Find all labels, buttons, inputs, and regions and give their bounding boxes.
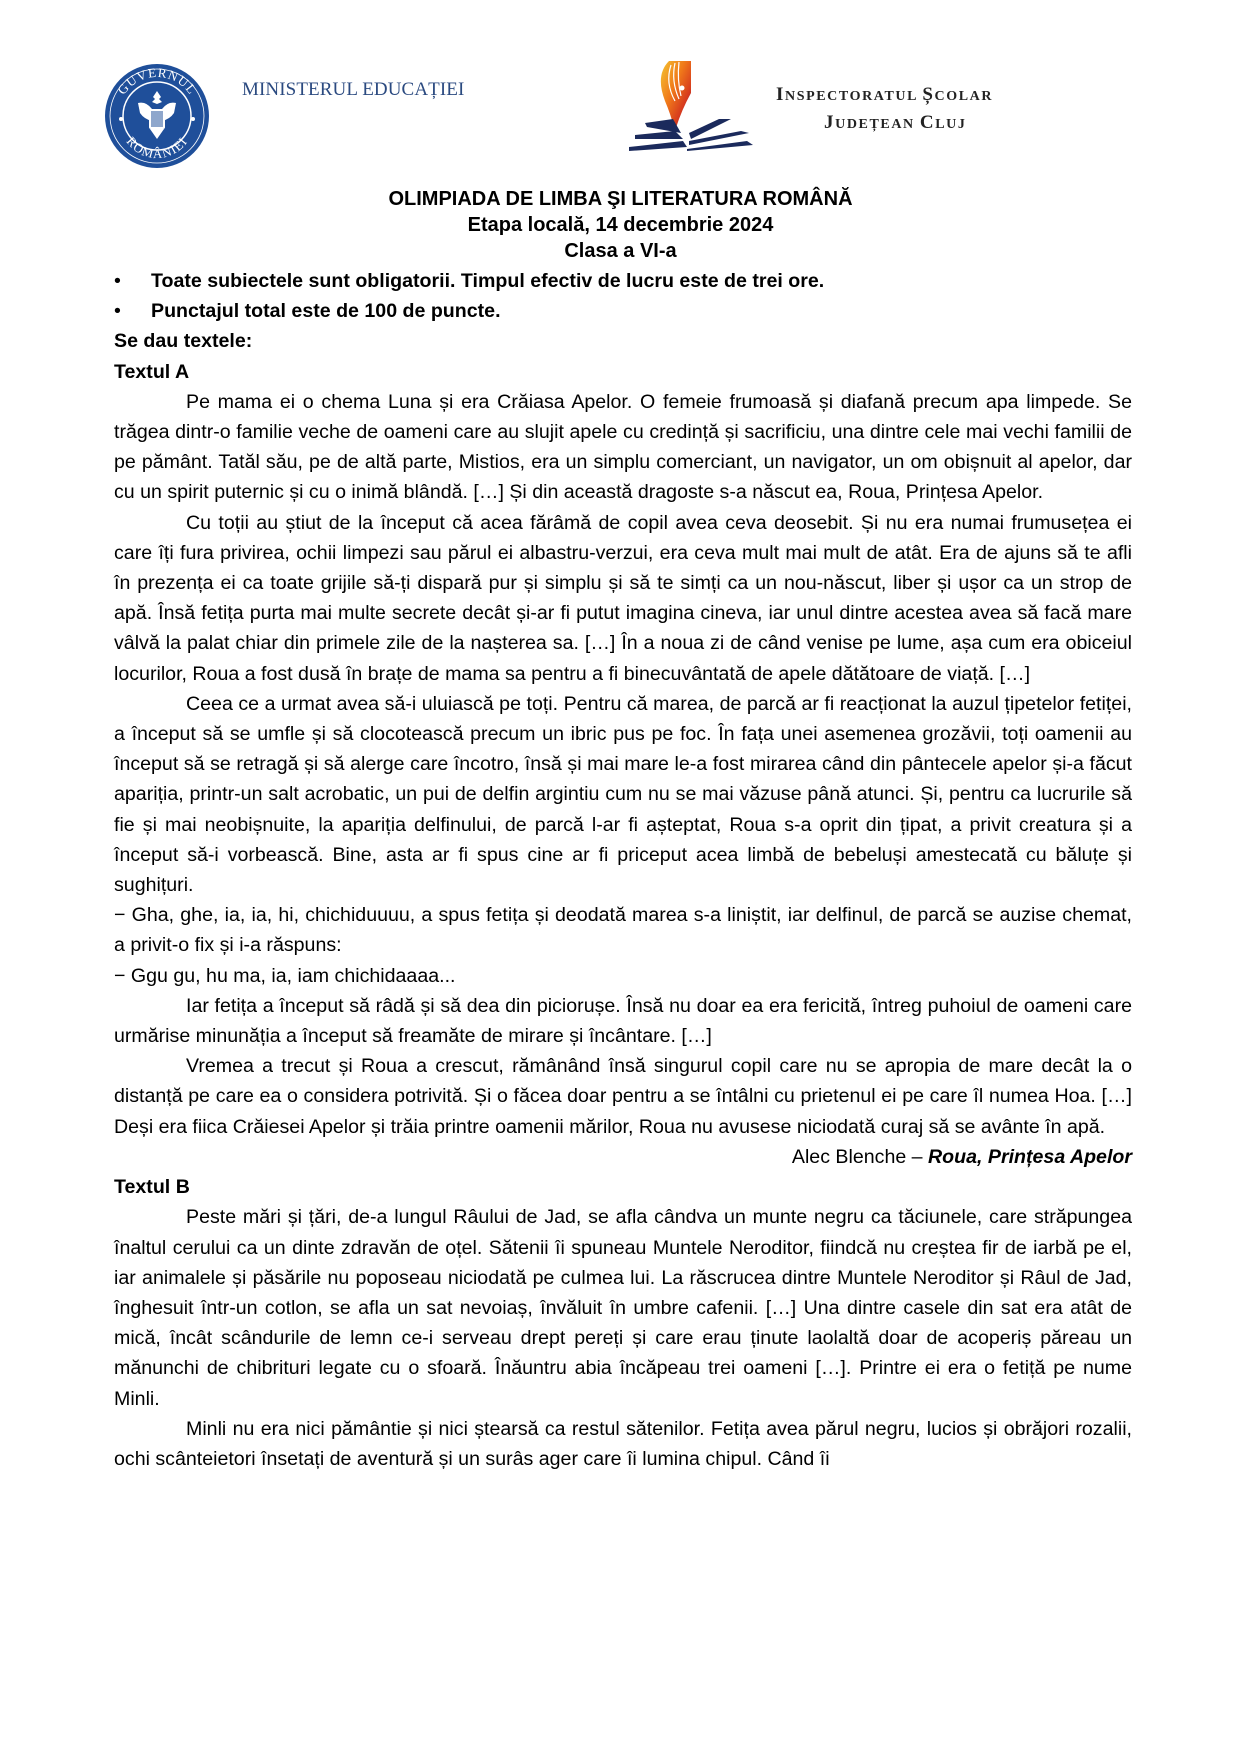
- document-title-block: [0, 186, 1241, 264]
- school-inspectorate-logo-icon: [625, 55, 755, 155]
- intro-label: Se dau textele:: [114, 330, 253, 353]
- document-body: [114, 266, 1132, 1474]
- text-a-paragraph: Iar fetița a început să râdă și să dea din piciorușe. Însă nu doar ea era fericită, întreg puhoiul de oameni care urmărise minunăția a început să freamăte de mirare și încântare. […]: [114, 994, 1132, 1048]
- text-a-paragraph: Pe mama ei o chema Luna și era Crăiasa Apelor. O femeie frumoasă și diafană precum apa limpede. Se trăgea dintr-o familie veche de oameni care au slujit apele cu credință și sacrificiu, una dintre cele mai vechi familii de pe pământ. Tatăl său, pe de altă parte, Mistios, era un simplu comerciant, un navigator, un om obișnuit al apelor, dar cu un spirit puternic și cu o inimă blândă. […] Și din această dragoste s-a născut ea, Roua, Prințesa Apelor.: [114, 390, 1132, 504]
- text-a-dialog-line: − Ggu gu, hu ma, ia, iam chichidaaaa...: [114, 964, 456, 987]
- text-a-heading: Textul A: [114, 360, 190, 383]
- work-title: Roua, Prințesa Apelor: [928, 1145, 1132, 1168]
- text-a-paragraph: Vremea a trecut și Roua a crescut, rămânând însă singurul copil care nu se apropia de mare decât la o distanță pe care ea o considera potrivită. Și o făcea doar pentru a se întâlni cu prietenul ei pe care îl numea Hoa. […] Deși era fiica Crăiesei Apelor și trăia printre oamenii mărilor, Roua nu avusese niciodată curaj să se avânte în apă.: [114, 1055, 1132, 1138]
- text-b-paragraph: Peste mări și țări, de-a lungul Râului de Jad, se afla cândva un munte negru ca tăciunele, care străpungea înaltul cerului ca un dinte zdravăn de oțel. Sătenii îi spuneau Muntele Neroditor, fiindcă nu creștea fir de iarbă pe el, iar animalele și păsările nu poposeau niciodată pe culmea lui. La răscrucea dintre Muntele Neroditor și Râul de Jad, înghesuit într-un cotlon, se afla un sat nevoiaș, învăluit în umbre cafenii. […] Una dintre casele din sat era atât de mică, încât scândurile de lemn ce-i serveau drept pereți și care erau ținute laolaltă doar de acoperiș păreau un mănunchi de chibrituri legate cu o sfoară. Înăuntru abia încăpeau trei oameni […]. Printre ei era o fetiță pe nume Minli.: [114, 1206, 1132, 1410]
- svg-text:ROMÂNIEI: ROMÂNIEI: [123, 133, 191, 162]
- instructions-list: [114, 266, 1132, 326]
- text-a-attribution: [114, 1142, 1132, 1172]
- instruction-item: • Punctajul total este de 100 de puncte.: [114, 296, 1132, 326]
- stage-date: Etapa locală, 14 decembrie 2024: [467, 214, 774, 236]
- text-b-paragraph: Minli nu era nici pământie și nici ștearsă ca restul sătenilor. Fetița avea părul negru, lucios și obrăjori rozalii, ochi scânteietori însetați de aventură și un surâs ager care îi lumina chipul. Când îi: [114, 1417, 1132, 1470]
- text-a-dialog-line: − Gha, ghe, ia, ia, hi, chichiduuuu, a spus fetița și deodată marea s-a liniștit, iar delfinul, de parcă se auzise chemat, a privit-o fix și i-a răspuns:: [114, 904, 1132, 957]
- text-a-paragraph: Cu toții au știut de la început că acea fărâmă de copil avea ceva deosebit. Și nu era numai frumusețea ei care îți fura privirea, ochii limpezi sau părul ei albastru-verzui, era ceva mult mai mult de atât. Era de ajuns să te afli în prezența ei ca toate grijile să-ți dispară pur și simplu și să te simți ca un nou-născut, liber și ușor ca un strop de apă. Însă fetița purta mai multe secrete decât și-ar fi putut imagina cineva, iar unul dintre acestea avea să facă mare vâlvă la palat chiar din primele zile de la nașterea sa. […] În a noua zi de când venise pe lume, așa cum era obiceiul locurilor, Roua a fost dusă în brațe de mama sa pentru a fi binecuvântată de apele dătătoare de viață. […]: [114, 511, 1132, 685]
- school-inspectorate-name: INSPECTORATUL ȘCOLAR JUDEȚEAN CLUJ: [776, 84, 994, 133]
- grade-level: Clasa a VI-a: [564, 240, 677, 262]
- ministry-name: MINISTERUL EDUCAȚIEI: [242, 79, 465, 100]
- romanian-government-seal-icon: [104, 63, 210, 169]
- text-b-heading: Textul B: [114, 1176, 190, 1199]
- svg-text:GUVERNUL: GUVERNUL: [114, 64, 200, 98]
- text-a-paragraph: Ceea ce a urmat avea să-i uluiască pe toți. Pentru că marea, de parcă ar fi reacționat la auzul țipetelor fetiței, a început să se umfle și să clocotească precum un ibric pus pe foc. În fața unei asemenea grozăvii, toți oamenii au început să se retragă și să alerge care încotro, însă și mai mare le-a fost mirarea când din pântecele apelor și-a făcut apariția, printr-un salt acrobatic, un pui de delfin argintiu cum nu se mai văzuse până atunci. Și, pentru ca lucrurile să fie și mai neobișnuite, la apariția delfinului, de parcă l-ar fi așteptat, Roua s-a oprit din țipat, a privit creatura și a început să-i vorbească. Bine, asta ar fi spus cine ar fi priceput acea limbă de bebeluși amestecată cu băluțe și sughițuri.: [114, 692, 1132, 897]
- author-name: Alec Blenche –: [791, 1145, 929, 1168]
- instruction-item: • Toate subiectele sunt obligatorii. Timpul efectiv de lucru este de trei ore.: [114, 266, 1132, 296]
- olympiad-title: OLIMPIADA DE LIMBA ŞI LITERATURA ROMÂNĂ: [388, 188, 853, 210]
